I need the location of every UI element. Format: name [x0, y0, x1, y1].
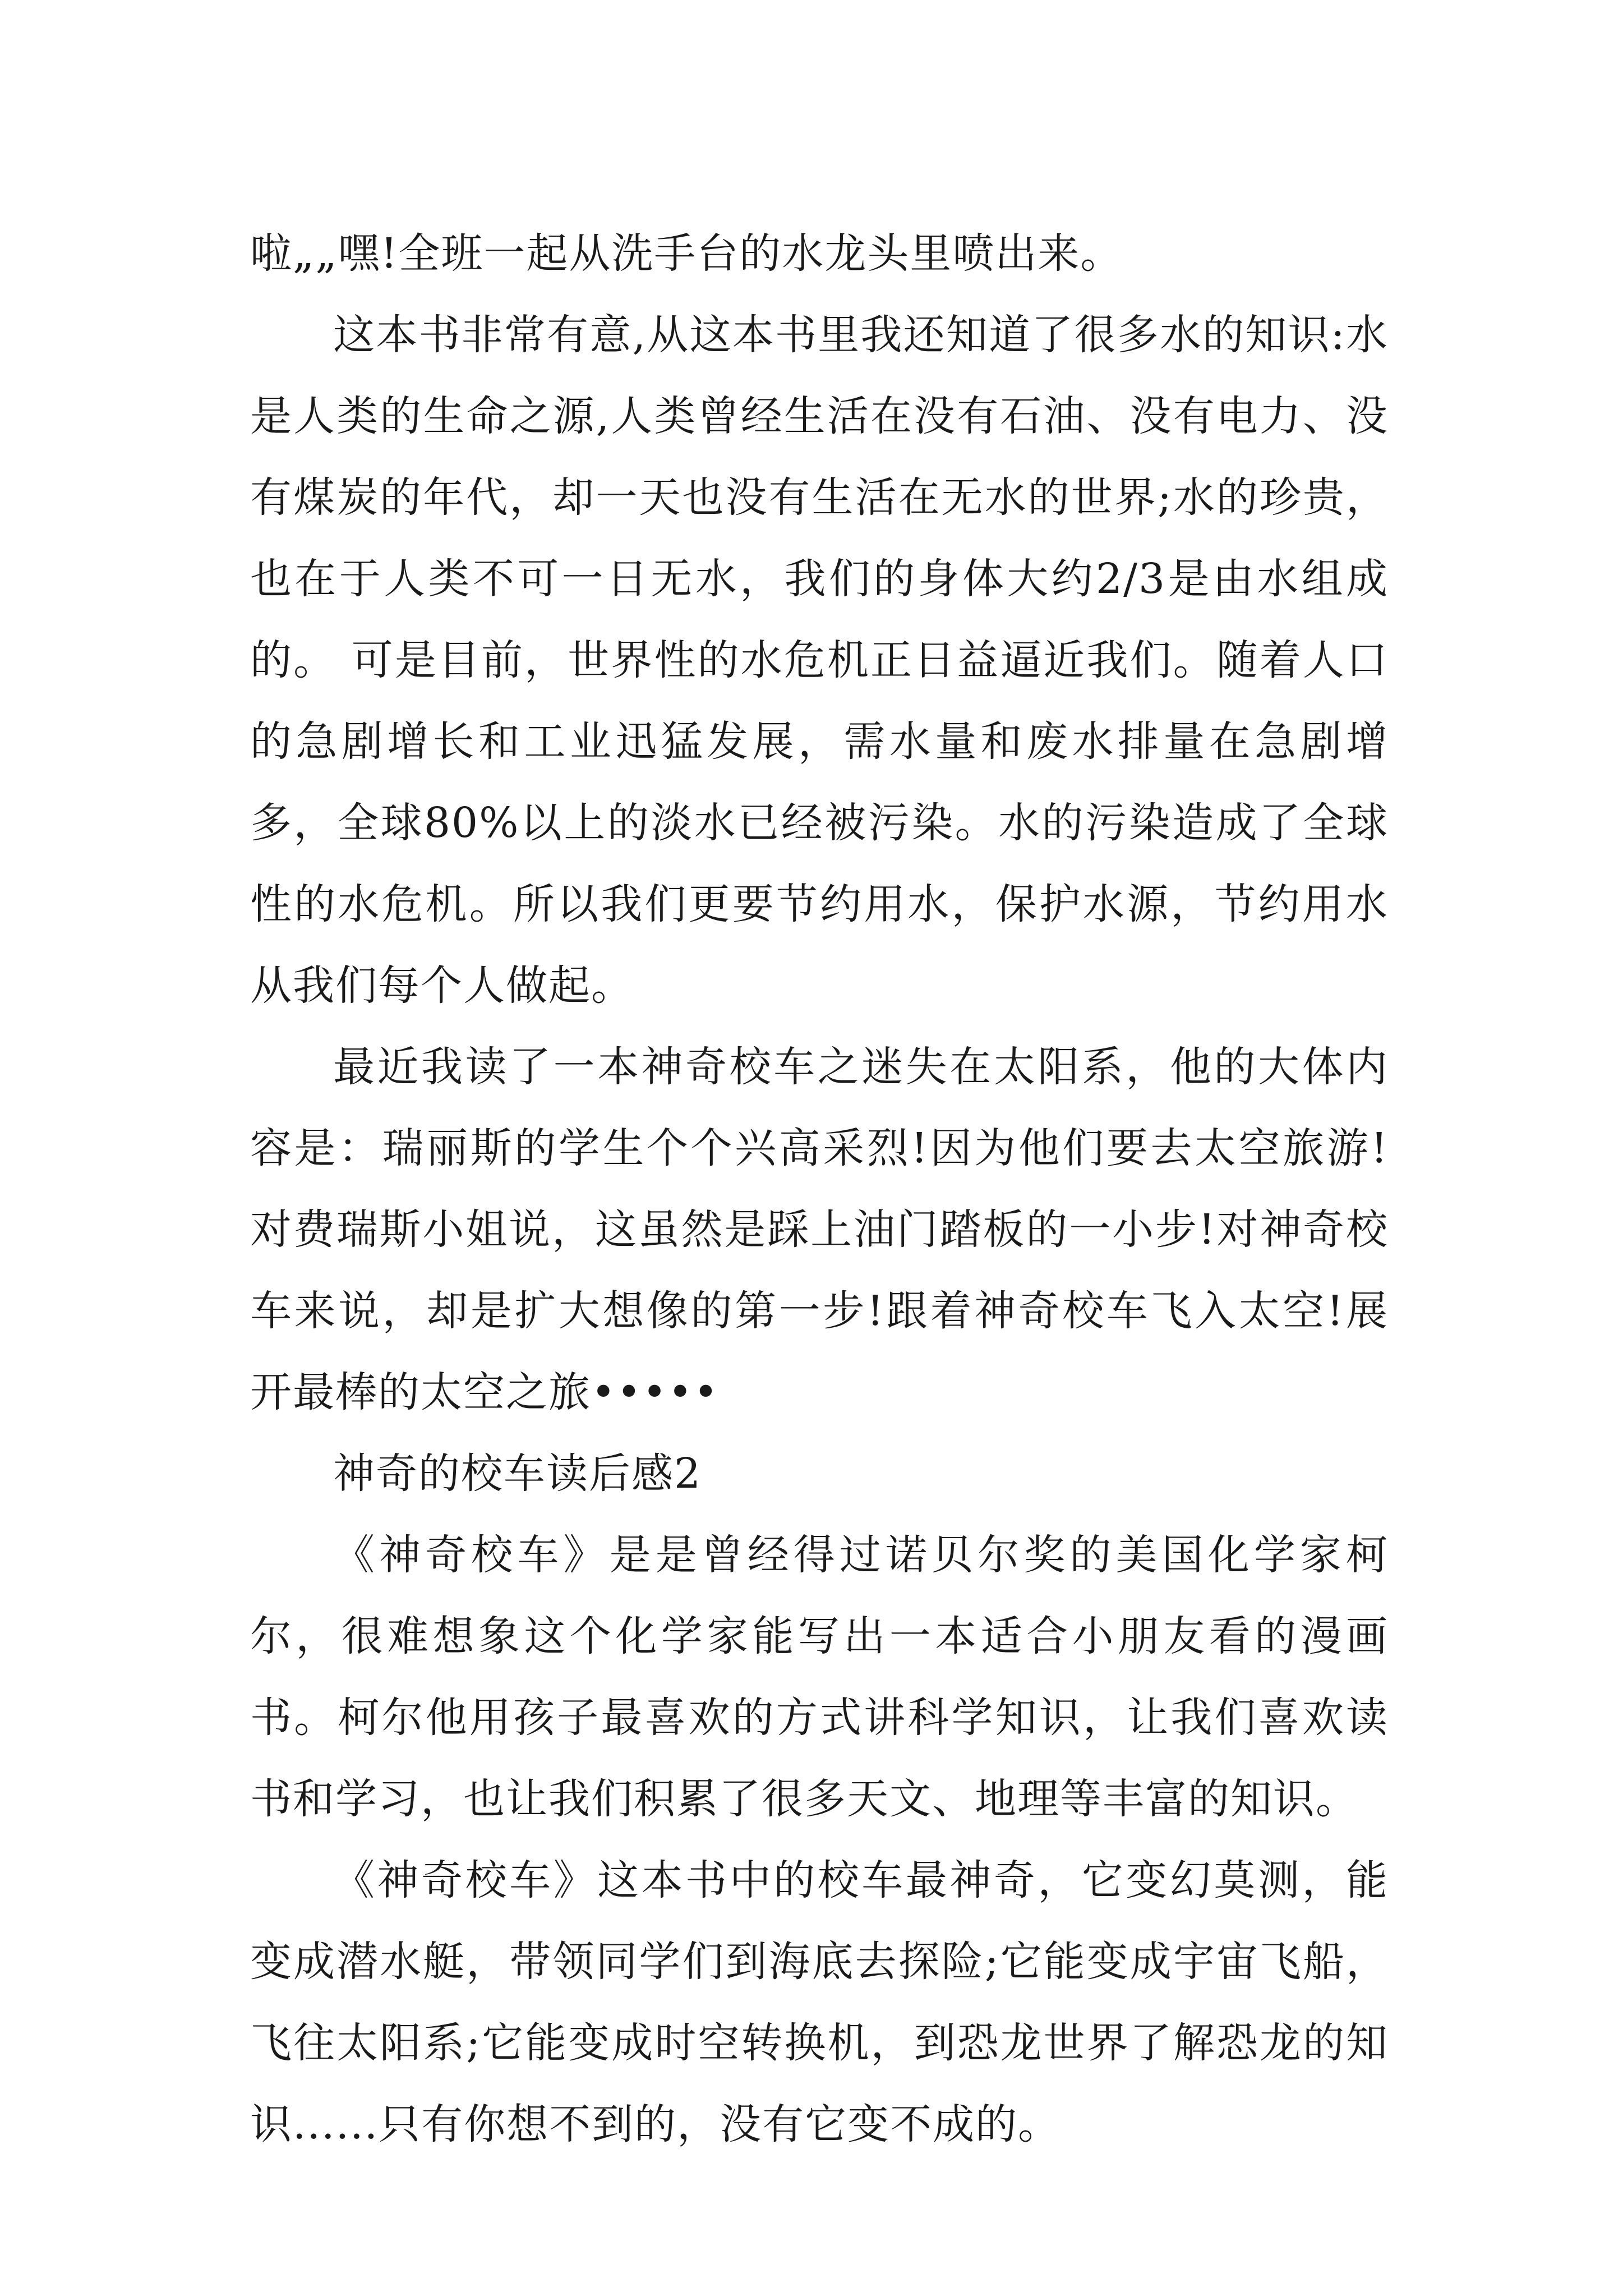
section-heading: 神奇的校车读后感2: [333, 1450, 702, 1498]
paragraph-5: 《神奇校车》这本书中的校车最神奇，它变幻莫测，能变成潜水艇，带领同学们到海底去探险;它能变成宇宙飞船，飞往太阳系;它能变成时空转换机，到恐龙世界了解恐龙的知识......只有你想不到的，没有它变不成的。: [250, 1856, 1389, 2148]
paragraph-4: 《神奇校车》是是曾经得过诺贝尔奖的美国化学家柯尔，很难想象这个化学家能写出一本适合小朋友看的漫画书。柯尔他用孩子最喜欢的方式讲科学知识，让我们喜欢读书和学习，也让我们积累了很多天文、地理等丰富的知识。: [250, 1531, 1389, 1823]
paragraph-2: 这本书非常有意,从这本书里我还知道了很多水的知识:水是人类的生命之源,人类曾经生活在没有石油、没有电力、没有煤炭的年代，却一天也没有生活在无水的世界;水的珍贵，也在于人类不可一日无水，我们的身体大约2/3是由水组成的。 可是目前，世界性的水危机正日益逼近我们。随着人口的急剧增长和工业迅猛发展，需水量和废水排量在急剧增多，全球80%以上的淡水已经被污染。水的污染造成了全球性的水危机。所以我们更要节约用水，保护水源，节约用水从我们每个人做起。: [250, 311, 1389, 1010]
paragraph-3: 最近我读了一本神奇校车之迷失在太阳系，他的大体内容是：瑞丽斯的学生个个兴高采烈!因为他们要去太空旅游!对费瑞斯小姐说，这虽然是踩上油门踏板的一小步!对神奇校车来说，却是扩大想像的第一步!跟着神奇校车飞入太空!展开最棒的太空之旅•••••: [250, 1043, 1389, 1416]
document-body: [250, 213, 1389, 2165]
paragraph-1: 啦„„嘿!全班一起从洗手台的水龙头里喷出来。: [250, 229, 1123, 278]
